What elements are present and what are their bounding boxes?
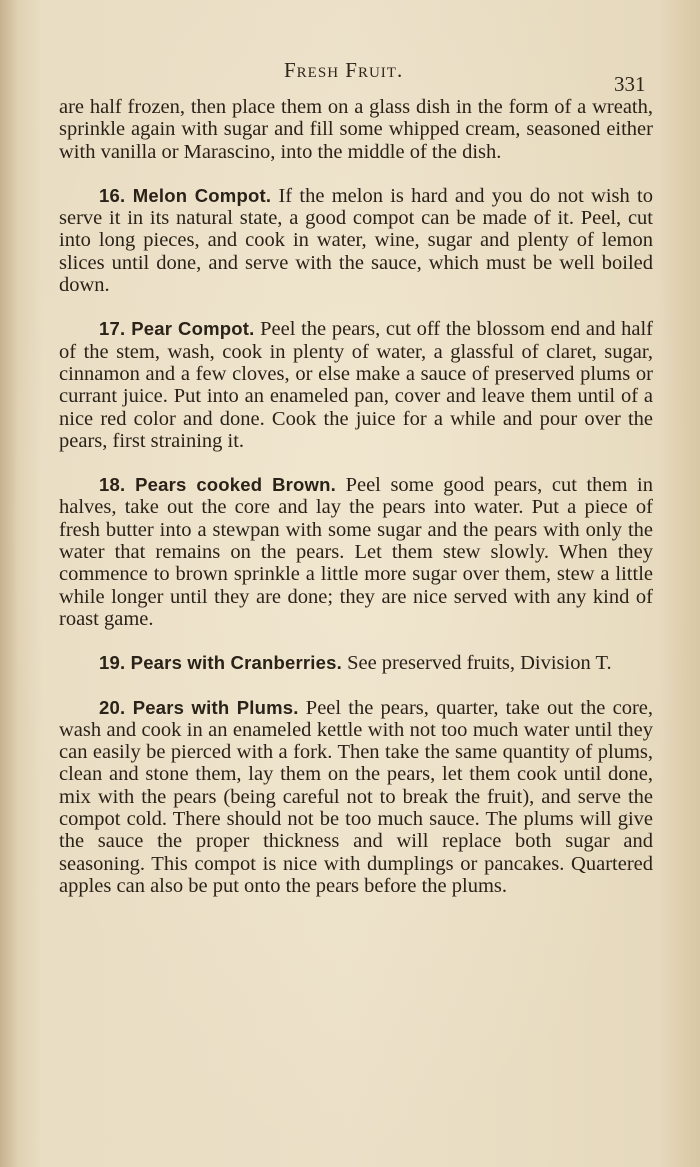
paragraph-text: are half frozen, then place them on a glass dish in the form of a wreath, sprinkle again with sugar and fill some whipped cream, seasoned either with vanilla or Marascino, into the middle of the dish.: [59, 96, 653, 163]
recipe-text: Peel some good pears, cut them in halves, take out the core and lay the pears into water. Put a piece of fresh butter into a stewpan with some sugar and the pears with only the water that remains on the pears. Let them stew slowly. When they commence to brown sprinkle a little more sugar over them, stew a little while longer until they are done; they are nice served with any kind of roast game.: [59, 474, 653, 630]
recipe-text: If the melon is hard and you do not wish to serve it in its natural state, a good compot can be made of it. Peel, cut into long pieces, and cook in water, wine, sugar and plenty of lemon slices until done, and serve with the sauce, which must be well boiled down.: [59, 184, 653, 297]
recipe-heading: 16. Melon Compot.: [99, 184, 272, 206]
recipe-heading: 19. Pears with Cranberries.: [99, 652, 342, 674]
recipe-17: [59, 318, 653, 452]
recipe-heading: 17. Pear Compot.: [99, 318, 255, 340]
recipe-text: Peel the pears, quarter, take out the core, wash and cook in an enameled kettle with not too much water until they can easily be pierced with a fork. Then take the same quantity of plums, clean and stone them, lay them on the pears, let them cook until done, mix with the pears (being careful not to break the fruit), and serve the compot cold. There should not be too much sauce. The plums will give the sauce the proper thickness and will replace both sugar and seasoning. This compot is nice with dumplings or pancakes. Quartered apples can also be put onto the pears before the plums.: [59, 696, 653, 897]
recipe-text: See preserved fruits, Division T.: [347, 652, 612, 675]
continued-paragraph: [59, 96, 653, 163]
recipe-18: [59, 474, 653, 630]
recipe-19: [59, 652, 653, 674]
page-title: Fresh Fruit.: [284, 58, 404, 82]
recipe-text: Peel the pears, cut off the blossom end and half of the stem, wash, cook in plenty of water, a glassful of claret, sugar, cinnamon and a few cloves, or else make a sauce of preserved plums or currant juice. Put into an enameled pan, cover and leave them until of a nice red color and done. Cook the juice for a while and pour over the pears, first straining it.: [59, 318, 653, 452]
recipe-heading: 18. Pears cooked Brown.: [99, 474, 336, 496]
running-head: [0, 58, 700, 96]
page-number: 331: [614, 72, 646, 96]
page-edge-shadow: [0, 0, 18, 1167]
page-body: [59, 96, 653, 919]
recipe-20: [59, 697, 653, 898]
recipe-16: [59, 185, 653, 296]
recipe-heading: 20. Pears with Plums.: [99, 696, 299, 718]
